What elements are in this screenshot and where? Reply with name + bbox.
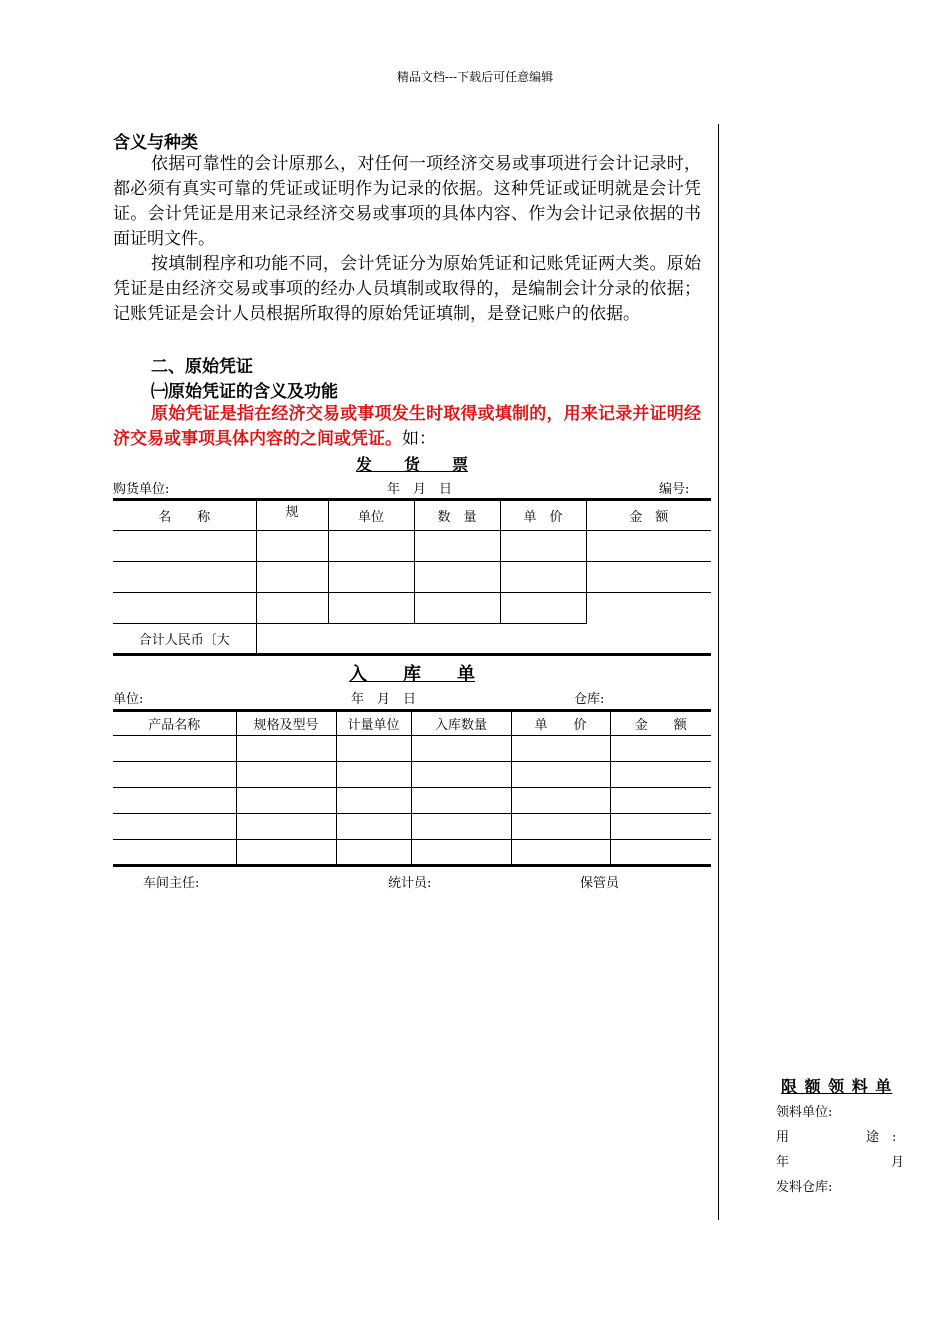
receipt-title: 入 库 单 (349, 664, 475, 685)
invoice-col-spec: 规 (256, 500, 328, 531)
invoice-col-name: 名 称 (113, 500, 256, 531)
invoice-header-row (113, 500, 711, 531)
receipt-footer-director: 车间主任: (143, 876, 200, 891)
receipt-col-product: 产品名称 (113, 711, 236, 736)
limit-form-year-label: 年 (776, 1155, 790, 1170)
heading-definition: ㈠原始凭证的含义及功能 (151, 382, 338, 402)
table-row (113, 531, 711, 562)
table-row (113, 593, 711, 624)
invoice-title: 发 货 票 (355, 455, 468, 474)
invoice-buyer-label: 购货单位: (113, 482, 170, 497)
receipt-title-wrap (113, 660, 711, 686)
invoice-total-row (113, 624, 711, 655)
limit-form-unit-label: 领料单位: (776, 1105, 833, 1120)
receipt-col-spec: 规格及型号 (236, 711, 336, 736)
invoice-total-label: 合计人民币〔大 (113, 624, 256, 655)
invoice-col-price: 单 价 (500, 500, 586, 531)
red-definition: 原始凭证是指在经济交易或事项发生时取得或填制的，用来记录并证明经济交易或事项具体内容的之间或凭证。 (113, 404, 701, 449)
limit-form-month-label: 月 (891, 1155, 905, 1170)
receipt-warehouse-label: 仓库: (574, 692, 605, 707)
page-header: 精品文档---下载后可任意编辑 (396, 70, 554, 84)
section-heading: 含义与种类 (113, 133, 198, 153)
receipt-unit-label: 单位: (113, 692, 144, 707)
table-row (113, 788, 711, 814)
invoice-title-wrap (113, 452, 711, 475)
invoice-col-amount: 金 额 (586, 500, 711, 531)
receipt-col-amount: 金 额 (610, 711, 711, 736)
paragraph-1: 依据可靠性的会计原那么，对任何一项经济交易或事项进行会计记录时，都必须有真实可靠的凭证或证明作为记录的依据。这种凭证或证明就是会计凭证。会计凭证是用来记录经济交易或事项的具体内容、作为会计记录依据的书面证明文件。 (113, 154, 701, 249)
invoice-col-unit: 单位 (328, 500, 414, 531)
table-row (113, 814, 711, 840)
receipt-footer-statistician: 统计员: (388, 876, 432, 891)
receipt-col-qty: 入库数量 (411, 711, 511, 736)
receipt-header-row (113, 711, 711, 736)
invoice-date-label: 年 月 日 (387, 482, 453, 497)
table-row (113, 762, 711, 788)
margin-divider (718, 124, 719, 1220)
example-suffix: 如： (402, 429, 436, 449)
limit-form-warehouse-label: 发料仓库: (776, 1180, 833, 1195)
invoice-table (113, 498, 711, 656)
limit-form-title: 限 额 领 料 单 (781, 1077, 893, 1096)
receipt-footer-keeper: 保管员 (580, 876, 620, 891)
paragraph-2: 按填制程序和功能不同，会计凭证分为原始凭证和记账凭证两大类。原始凭证是由经济交易或事项的经办人员填制或取得的，是编制会计分录的依据；记账凭证是会计人员根据所取得的原始凭证填制，是登记账户的依据。 (113, 254, 701, 324)
receipt-table (113, 709, 711, 867)
invoice-number-label: 编号: (659, 482, 690, 497)
receipt-col-unit: 计量单位 (336, 711, 411, 736)
heading-original-voucher: 二、原始凭证 (151, 357, 253, 377)
limit-form-use-label: 用 (776, 1130, 790, 1145)
table-row (113, 562, 711, 593)
receipt-date-label: 年 月 日 (351, 692, 417, 707)
table-row (113, 736, 711, 762)
invoice-col-qty: 数 量 (414, 500, 500, 531)
receipt-col-price: 单 价 (511, 711, 610, 736)
limit-form-use-label-b: 途 : (866, 1130, 897, 1145)
table-row (113, 840, 711, 866)
definition-text (113, 402, 701, 452)
